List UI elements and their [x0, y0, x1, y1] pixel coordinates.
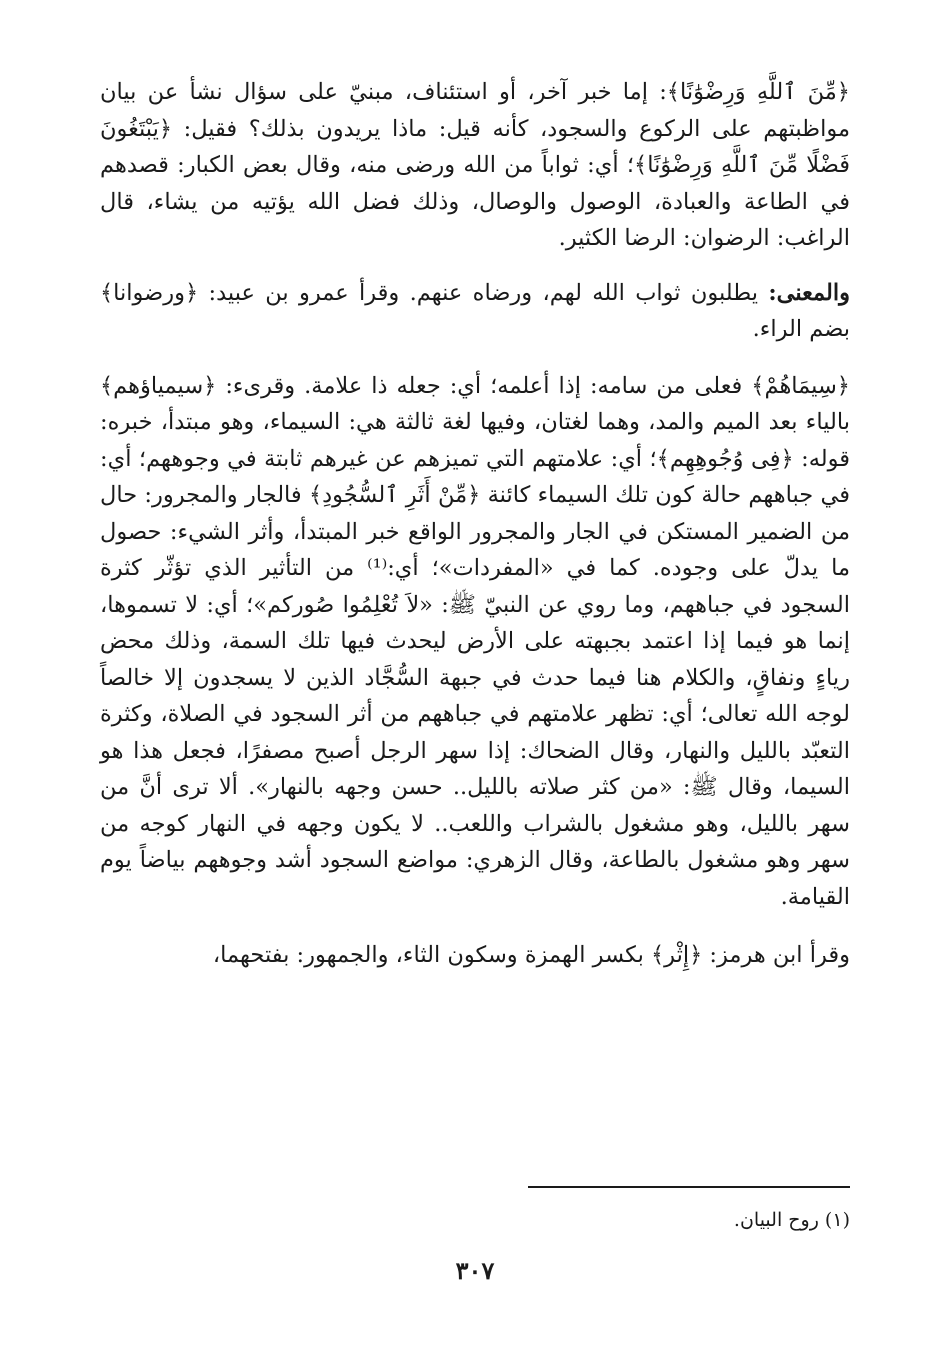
- footnote-divider: [528, 1186, 850, 1188]
- page-number: ٣٠٧: [455, 1256, 495, 1285]
- meaning-text: يطلبون ثواب الله لهم، ورضاه عنهم. وقرأ عمرو بن عبيد: ﴿ورضوانا﴾ بضم الراء.: [100, 279, 850, 342]
- meaning-lead: والمعنى:: [768, 279, 850, 306]
- footnote: (١) روح البيان.: [733, 1209, 850, 1231]
- paragraph-rida: ﴿مِّنَ ٱللَّهِ وَرِضْوَٰنًا﴾: إما خبر آخر، أو استئناف، مبنيّ على سؤال نشأ عن بيان مواظبتهم على الركوع والسجود، كأنه قيل: ماذا يريدون بذلك؟ فقيل: ﴿يَبْتَغُونَ فَضْلًا مِّنَ ٱللَّهِ وَرِضْوَٰنًا﴾؛ أي: ثواباً من الله ورضى منه، وقال بعض الكبار: قصدهم في الطاعة والعبادة، الوصول والوصال، وذلك فضل الله يؤتيه من يشاء، قال الراغب: الرضوان: الرضا الكثير.: [100, 79, 850, 251]
- paragraph-meaning: [100, 275, 850, 348]
- page-body: [100, 74, 850, 994]
- paragraph-qiraat: وقرأ ابن هرمز: ﴿إِثْر﴾ بكسر الهمزة وسكون الثاء، والجمهور: بفتحهما،: [212, 942, 850, 968]
- paragraph-simahum: ﴿سِيمَاهُمْ﴾ فعلى من سامه: إذا أعلمه؛ أي: جعله ذا علامة. وقرىء: ﴿سيمياؤهم﴾ بالياء بعد الميم والمد، وهما لغتان، وفيها لغة ثالثة هي: السيماء، وهو مبتدأ، خبره: قوله: ﴿فِى وُجُوهِهِم﴾؛ أي: علامتهم التي تميزهم عن غيرهم ثابتة في وجوههم؛ أي: في جباههم حالة كون تلك السيماء كائنة ﴿مِّنْ أَثَرِ ٱلسُّجُودِ﴾ فالجار والمجرور: حال من الضمير المستكن في الجار والمجرور الواقع خبر المبتدأ، وأثر الشيء: حصول ما يدلّ على وجوده. كما في «المفردات»؛ أي:⁽¹⁾ من التأثير الذي تؤثّر كثرة السجود في جباههم، وما روي عن النبيّ ﷺ: «لاَ تُعْلِمُوا صُوركم»؛ أي: لا تسموها، إنما هو فيما إذا اعتمد بجبهته على الأرض ليحدث فيها تلك السمة، وذلك محض رياءٍ ونفاقٍ، والكلام هنا فيما حدث في جبهة السُّجَّاد الذين لا يسجدون إلا خالصاً لوجه الله تعالى؛ أي: تظهر علامتهم في جباههم من أثر السجود في الصلاة، وكثرة التعبّد بالليل والنهار، وقال الضحاك: إذا سهر الرجل أصبح مصفرًا، فجعل هذا هو السيما، وقال ﷺ: «من كثر صلاته بالليل.. حسن وجهه بالنهار». ألا ترى أنَّ من سهر بالليل، وهو مشغول بالشراب واللعب.. لا يكون وجهه في النهار كوجه من سهر وهو مشغول بالطاعة، وقال الزهري: مواضع السجود أشد وجوههم بياضاً يوم القيامة.: [100, 372, 850, 910]
